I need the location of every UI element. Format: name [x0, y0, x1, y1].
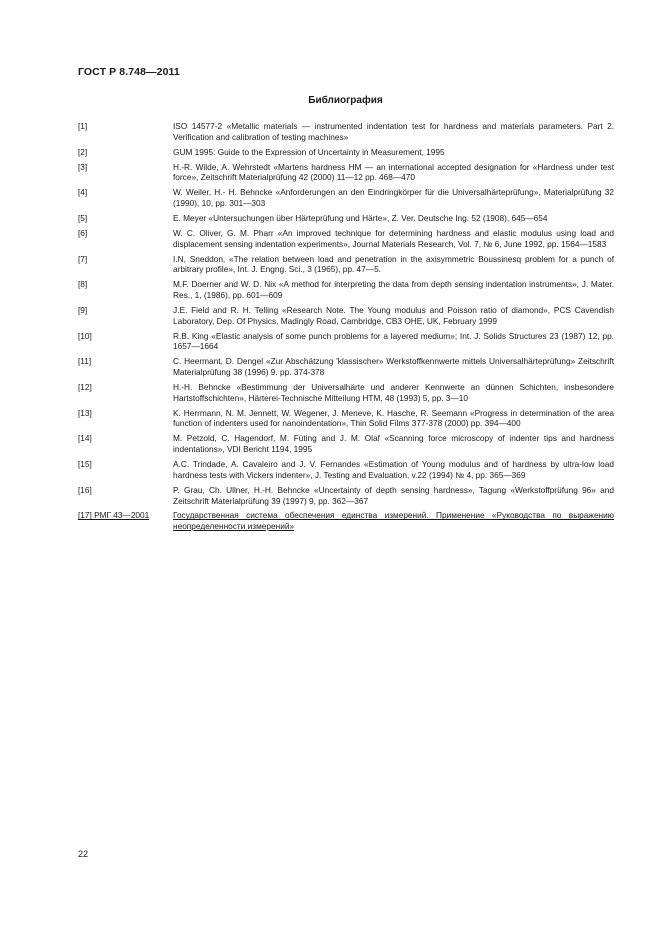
entry-number: [11] [78, 356, 92, 367]
entry-text: P. Grau, Ch. Ullner, H.-H. Behncke «Uncertainty of depth sensing hardness», Tagung «Werkstoffprüfung 96» and Zeitschrift Materialprüfung 39 (1997) 9, pp. 362—367 [173, 484, 614, 506]
bibliography-entry [78, 510, 614, 532]
entry-text: M.F. Doerner and W. D. Nix «A method for interpreting the data from depth sensing indentation instruments», J. Mater. Res., 1, (1986), pp. 601—609 [173, 279, 614, 301]
entry-number: [7] [78, 253, 88, 264]
entry-text: GUM 1995: Guide to the Expression of Uncertainty in Measurement, 1995 [173, 146, 445, 157]
entry-text: R.B. King «Elastic analysis of some punch problems for a layered medium»; Int. J. Solids Structures 23 (1987) 12, pp. 1657—1664 [173, 330, 614, 352]
entry-text: C. Heermant, D. Dengel «Zur Abschätzung 'klassischer» Werkstoffkennwerte mittels Universalhärteprüfung» Zeitschrift Materialprüfung 38 (1996) 9. pp. 374-378 [173, 356, 614, 378]
bibliography-entry [78, 121, 614, 143]
entry-text: H.-H. Behncke «Bestimmung der Universalhärte und anderer Kennwerte an dünnen Schichten, insbesondere Hartstoffschichten», Härterei-Technische Mitteilung HTM, 48 (1993) 5, pp. 3—10 [173, 381, 614, 403]
entry-text: K. Herrmann, N. M. Jennett, W. Wegener, J. Meneve, K. Hasche, R. Seemann «Progress in determination of the area function of indenters used for nanoindentation», Thin Solid Films 377-378 (2000) pp. 394—400 [173, 407, 614, 429]
entry-number: [1] [78, 121, 88, 131]
bibliography-entry [78, 305, 614, 327]
entry-number: [10] [78, 330, 92, 341]
bibliography-entry [78, 356, 614, 378]
bibliography-entry [78, 254, 614, 276]
entry-text: A.C. Trindade, A. Cavaleiro and J. V. Fernandes «Estimation of Young modulus and of hardness by ultra-low load hardness tests with Vickers indenter», J. Testing and Evaluation, v.22 (1994) № 4, pp. 365—369 [173, 459, 614, 480]
entry-number: [4] [78, 187, 88, 198]
bibliography-list [78, 121, 614, 536]
bibliography-entry [78, 213, 614, 224]
entry-number: [9] [78, 304, 88, 315]
bibliography-entry [78, 228, 614, 250]
bibliography-title: Библиография [308, 95, 383, 106]
entry-text: W. C. Oliver, G. M. Pharr «An improved technique for determining hardness and elastic modulus using load and displacement sensing indentation experiments», Journal Materials Research, Vol. 7, № 6, June 1992, pp. 1564—1583 [173, 227, 614, 249]
bibliography-entry [78, 382, 614, 404]
entry-text: W. Weiler, H.- H. Behncke «Anforderungen an den Eindringkörper für die Universalhärteprüfung», Materialprüfung 32 (1990), 10, pp. 301—303 [173, 187, 614, 209]
entry-text: M. Petzold, C. Hagendorf, M. Füting and J. M. Olaf «Scanning force microscopy of indenter tips and hardness indentations», VDI Bericht 1194, 1995 [173, 433, 614, 455]
entry-number: [5] [78, 212, 88, 223]
entry-number: [3] [78, 161, 88, 172]
document-standard-code: ГОСТ Р 8.748—2011 [78, 66, 180, 78]
bibliography-entry [78, 408, 614, 430]
entry-number: [8] [78, 279, 88, 290]
bibliography-entry [78, 433, 614, 455]
entry-text: H.-R. Wilde, A. Wehrstedt «Martens hardness HM — an international accepted designation for «Hardness under test force», Zeitschrift Materialprüfung 42 (2000) 11—12 pp. 468—470 [173, 161, 614, 183]
bibliography-entry [78, 187, 614, 209]
entry-number: [13] [78, 407, 92, 418]
entry-number: [2] [78, 146, 88, 157]
entry-number: [16] [78, 484, 92, 495]
page-number: 22 [78, 849, 89, 859]
bibliography-entry [78, 485, 614, 507]
entry-number: [6] [78, 227, 88, 238]
bibliography-entry [78, 162, 614, 184]
entry-text: ISO 14577-2 «Metallic materials — instrumented indentation test for hardness and materials parameters. Part 2. Verification and calibration of testing machines» [173, 121, 614, 142]
entry-text: E. Meyer «Untersuchungen über Härteprüfung und Härte», Z. Ver. Deutsche Ing. 52 (1908), 645—654 [173, 212, 548, 223]
entry-text: J.E. Field and R. H. Telling «Research Note. The Young modulus and Poisson ratio of diamond», PCS Cavendish Laboratory, Dep. Of Physics, Madingly Road, Cambridge, CB3 OHE, UK, February 1999 [173, 304, 614, 326]
bibliography-entry [78, 459, 614, 481]
entry-text: I.N, Sneddon, «The relation between load and penetration in the axisymmetric Boussinesq problem for a punch of arbitrary profile», Int. J. Engng. Sci., 3 (1965), pp. 47—5. [173, 253, 614, 275]
entry-number: [12] [78, 381, 92, 392]
entry-text: Государственная система обеспечения единства измерений. Применение «Руководства по выражению неопределенности измерений» [173, 510, 614, 532]
entry-number: [17] РМГ 43—2001 [78, 510, 150, 521]
bibliography-entry [78, 147, 614, 158]
bibliography-entry [78, 331, 614, 353]
entry-number: [14] [78, 433, 92, 444]
bibliography-entry [78, 279, 614, 301]
entry-number: [15] [78, 459, 92, 470]
